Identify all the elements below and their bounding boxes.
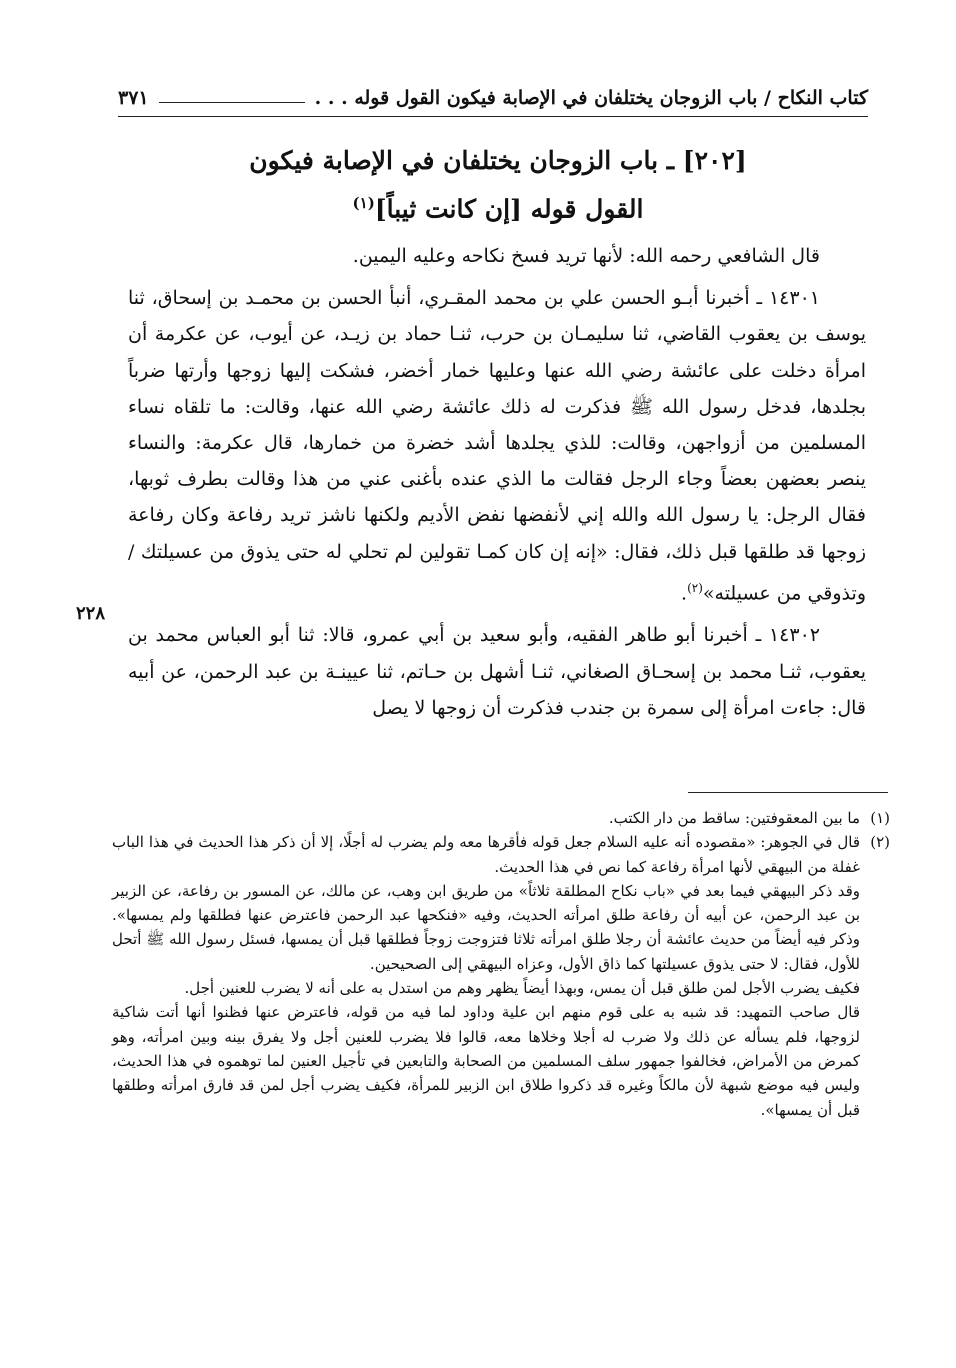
footnote-2-paragraph-2: وقد ذكر البيهقي فيما بعد في «باب نكاح المطلقة ثلاثاً» من طريق ابن وهب، عن مالك، عن المسور بن رفاعة، عن الزبير بن عبد الرحمن، عن أبيه أن رفاعة طلق امرأته الحديث، وفيه «فنكحها عبد الرحمن فاعترض عنها فطلقها ولم يمسها». وذكر فيه أيضاً من حديث عائشة أن رجلا طلق امرأته ثلاثا فتزوجت زوجاً فطلقها قبل أن يمسها، فسئل رسول الله ﷺ أتحل للأول، فقال: لا حتى يذوق عسيلتها كما ذاق الأول، وعزاه البيهقي إلى الصحيحين.	[112, 881, 860, 973]
footnote-1	[112, 806, 890, 830]
footnote-separator	[688, 792, 888, 793]
intro-paragraph: قال الشافعي رحمه الله: لأنها تريد فسخ نكاحه وعليه اليمين.	[352, 245, 820, 267]
footnote-number: (١)	[870, 809, 890, 827]
hadith-14302: ١٤٣٠٢ ـ أخبرنا أبو طاهر الفقيه، وأبو سعيد بن أبي عمرو، قالا: ثنا أبو العباس محمد بن يعقوب، ثنـا محمد بن إسحـاق الصغاني، ثنـا أشهل بن حـاتم، ثنا عيينـة بن عبد الرحمن، عن أبيه قال: جاءت امرأة إلى سمرة بن جندب فذكرت أن زوجها لا يصل	[128, 624, 866, 719]
footnote-ref: (٢)	[687, 580, 703, 595]
footnote-2-paragraph-3: فكيف يضرب الأجل لمن طلق قبل أن يمس، وبهذا أيضاً يظهر وهم من استدل به على أنه لا يضرب للعنين أجل.	[184, 979, 860, 998]
margin-page-marker: ٢٢٨	[76, 603, 106, 624]
chapter-title-line-2-text: القول قوله [إن كانت ثيباً]	[374, 194, 644, 224]
footnote-number: (٢)	[870, 833, 890, 852]
footnote-2-paragraph-4: قال صاحب التمهيد: قد شبه به على قوم منهم ابن علية وداود لما فيه من قوله، فاعترض عنها فظنوا أنها أتت شاكية لزوجها، فلم يسأله عن ذلك ولا ضرب له أجلا وخلاها معه، قالوا فلا يضرب للعنين أجل ولا يفرق بينه وبين امرأته، وهو كمرض من الأمراض، فخالفوا جمهور سلف المسلمين من الصحابة والتابعين في تأجيل العنين لما توهموه في هذا الحديث، وليس فيه موضع شبهة لأن مالكاً وغيره قد ذكروا طلاق ابن الزبير للمرأة، فكيف يضرب أجل لمن قد فارق امرأته وطلقها قبل أن يمسها».	[112, 1003, 860, 1119]
footnote-text: قال في الجوهر: «مقصوده أنه عليه السلام جعل قوله فأقرها معه ولم يضرب له أجلًا، إلا أن ذكر هذا الحديث في هذا الباب غفلة من البيهقي لأنها امرأة رفاعة كما نص في هذا الحديث.	[112, 833, 860, 876]
chapter-title-line-1: [٢٠٢] ـ باب الزوجان يختلفان في الإصابة فيكون	[249, 146, 747, 175]
hadith-14301-text: ١٤٣٠١ ـ أخبرنا أبـو الحسن علي بن محمد المقـري، أنبأ الحسن بن محمـد بن إسحاق، ثنا يوسف بن يعقوب القاضي، ثنا سليمـان بن حرب، ثنـا حماد بن زيـد، عن أيوب، عن عكرمة أن امرأة دخلت على عائشة رضي الله عنها وعليها خمار أخضر، فشكت إليها زوجها وأرتها ضرباً بجلدها، فدخل رسول الله ﷺ فذكرت له ذلك عائشة رضي الله عنها، وقالت: ما تلقاه نساء المسلمين من أزواجهن، وقالت: للذي يجلدها أشد خضرة من خمارها، قال عكرمة: والنساء ينصر بعضهن بعضاً وجاء الرجل فقالت ما الذي عنده بأغنى عني من هذا وقالت بطرف ثوبها، فقال الرجل: يا رسول الله والله إني لأنفضها نفض الأديم ولكنها ناشز تريد رفاعة وكان رفاعة زوجها قد طلقها قبل ذلك، فقال: «إنه إن كان كمـا تقولين لم تحلي له حتى يذوق من عسيلتك / وتذوقي من عسيلته»	[128, 287, 866, 605]
footnote-2	[112, 830, 890, 879]
footnote-text: ما بين المعقوفتين: ساقط من دار الكتب.	[608, 809, 860, 827]
footnote-ref: (١)	[352, 194, 375, 212]
hadith-14301	[128, 280, 866, 611]
footnotes	[112, 806, 890, 1122]
running-header-title: كتاب النكاح / باب الزوجان يختلفان في الإصابة فيكون القول قوله . . .	[314, 87, 868, 109]
hadith-14301-end: .	[681, 582, 688, 605]
page-number: ٣٧١	[118, 87, 149, 109]
chapter-title	[150, 140, 846, 230]
header-leader-line	[159, 102, 305, 103]
main-text	[128, 238, 866, 726]
chapter-title-line-2	[150, 182, 846, 230]
running-header	[118, 80, 868, 117]
